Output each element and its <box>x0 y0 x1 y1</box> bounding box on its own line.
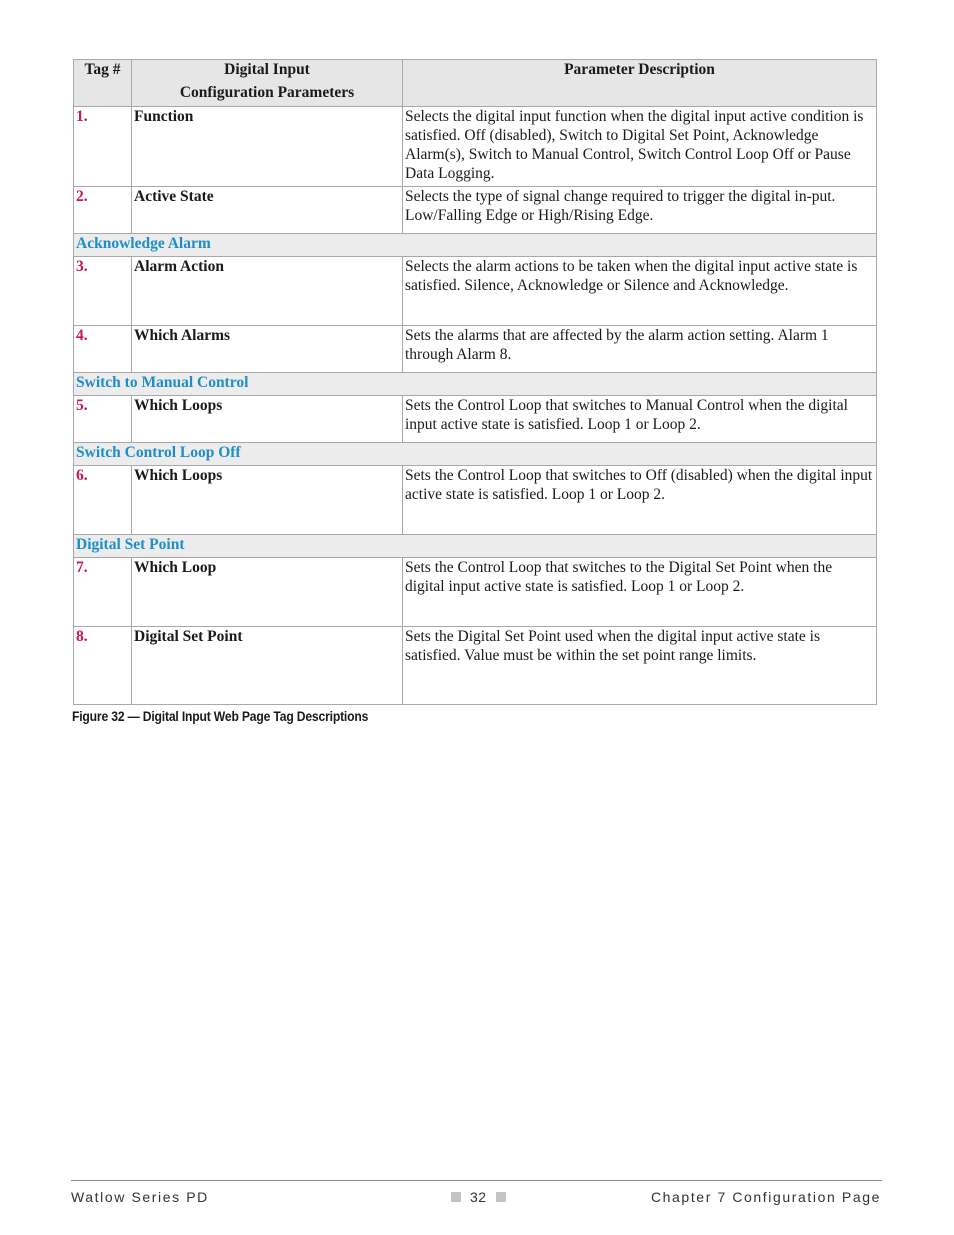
section-row <box>74 535 877 558</box>
parameter-description: Sets the Control Loop that switches to Manual Control when the digital input active state is satisfied. Loop 1 or Loop 2. <box>403 396 877 443</box>
parameter-name: Active State <box>132 187 403 234</box>
square-icon <box>451 1192 461 1202</box>
parameter-description: Selects the type of signal change required to trigger the digital in-put. Low/Falling Edge or High/Rising Edge. <box>403 187 877 234</box>
section-row <box>74 443 877 466</box>
footer-rule <box>71 1180 882 1181</box>
table-row <box>74 187 877 234</box>
section-row <box>74 373 877 396</box>
tag-number: 2. <box>74 187 132 234</box>
parameter-description: Sets the Control Loop that switches to the Digital Set Point when the digital input active state is satisfied. Loop 1 or Loop 2. <box>403 558 877 627</box>
footer-page-number <box>451 1189 506 1205</box>
parameter-name: Digital Set Point <box>132 627 403 705</box>
section-title: Switch to Manual Control <box>74 373 877 396</box>
section-title: Digital Set Point <box>74 535 877 558</box>
parameter-description: Sets the alarms that are affected by the alarm action setting. Alarm 1 through Alarm 8. <box>403 326 877 373</box>
tag-number: 7. <box>74 558 132 627</box>
parameter-description: Sets the Control Loop that switches to Off (disabled) when the digital input active state is satisfied. Loop 1 or Loop 2. <box>403 466 877 535</box>
footer-title: Watlow Series PD <box>71 1189 209 1205</box>
header-parameters <box>132 60 403 107</box>
parameter-description: Sets the Digital Set Point used when the digital input active state is satisfied. Value must be within the set point range limits. <box>403 627 877 705</box>
tag-number: 5. <box>74 396 132 443</box>
header-tag: Tag # <box>74 60 132 107</box>
parameter-name: Which Loops <box>132 396 403 443</box>
footer-chapter: Chapter 7 Configuration Page <box>650 1189 881 1205</box>
tag-number: 1. <box>74 107 132 187</box>
parameter-name: Which Loop <box>132 558 403 627</box>
header-description: Parameter Description <box>403 60 877 107</box>
header-parameters-line1: Digital Input <box>224 61 310 78</box>
table-row <box>74 396 877 443</box>
table-body <box>74 107 877 705</box>
square-icon <box>496 1192 506 1202</box>
section-row <box>74 234 877 257</box>
table-row <box>74 558 877 627</box>
tag-description-table <box>73 59 877 705</box>
tag-number: 3. <box>74 257 132 326</box>
table-row <box>74 107 877 187</box>
table-row <box>74 466 877 535</box>
table-header-row <box>74 60 877 107</box>
table-row <box>74 627 877 705</box>
tag-number: 4. <box>74 326 132 373</box>
parameter-name: Which Alarms <box>132 326 403 373</box>
header-parameters-line2: Configuration Parameters <box>179 84 355 101</box>
table-row <box>74 326 877 373</box>
parameter-description: Selects the alarm actions to be taken when the digital input active state is satisfied. Silence, Acknowledge or Silence and Acknowledge. <box>403 257 877 326</box>
parameter-name: Alarm Action <box>132 257 403 326</box>
figure-caption: Figure 32 — Digital Input Web Page Tag Descriptions <box>72 709 369 724</box>
tag-number: 6. <box>74 466 132 535</box>
section-title: Acknowledge Alarm <box>74 234 877 257</box>
section-title: Switch Control Loop Off <box>74 443 877 466</box>
parameter-description: Selects the digital input function when the digital input active condition is satisfied. Off (disabled), Switch to Digital Set Point, Acknowledge Alarm(s), Switch to Manual Control, Switch Control Loop Off or Pause Data Logging. <box>403 107 877 187</box>
table-row <box>74 257 877 326</box>
parameter-name: Function <box>132 107 403 187</box>
page-number: 32 <box>470 1189 487 1205</box>
parameter-name: Which Loops <box>132 466 403 535</box>
tag-number: 8. <box>74 627 132 705</box>
